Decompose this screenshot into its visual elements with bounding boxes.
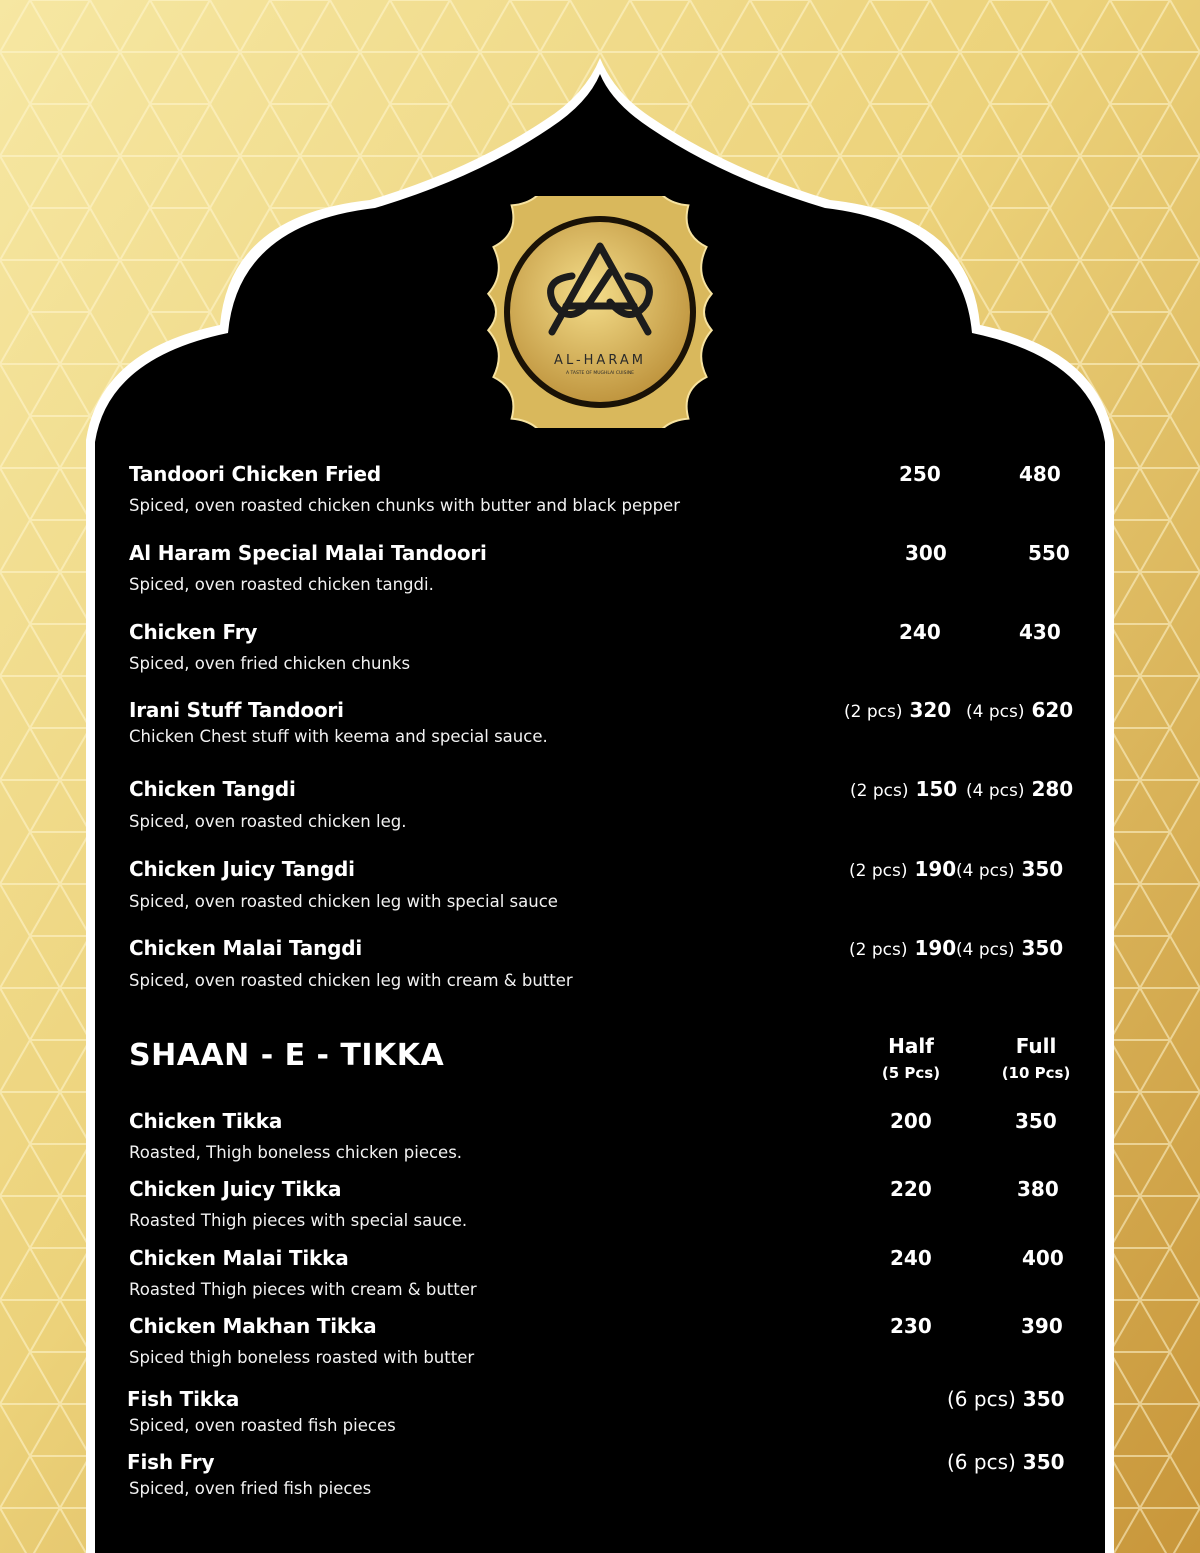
al-haram-logo [484, 196, 716, 428]
menu-item-chicken-tikka [129, 1109, 1089, 1169]
menu-item-chicken-malai-tangdi [129, 936, 1089, 996]
column-header-full [994, 1034, 1078, 1082]
item-description: Roasted, Thigh boneless chicken pieces. [129, 1143, 463, 1162]
item-name: Tandoori Chicken Fried [129, 462, 382, 486]
item-qty-1: (2 pcs) [850, 781, 909, 801]
menu-item-fish-fry [127, 1450, 1087, 1510]
item-name: Fish Tikka [127, 1387, 240, 1411]
item-price-2-value: 620 [1031, 698, 1074, 722]
item-price-2: 480 [1019, 462, 1061, 486]
menu-item-chicken-makhan-tikka [129, 1314, 1089, 1374]
item-price-full: 400 [1022, 1246, 1064, 1270]
menu-item-chicken-tangdi [129, 777, 1089, 837]
item-price-half: 230 [890, 1314, 932, 1338]
logo-tagline: A TASTE OF MUGHLAI CUISINE [565, 371, 635, 376]
item-qty-1: (2 pcs) [844, 702, 903, 722]
item-description: Spiced, oven roasted chicken tangdi. [129, 575, 434, 594]
half-sub: (5 Pcs) [881, 1064, 941, 1082]
item-qty-2: (4 pcs) [956, 861, 1015, 881]
item-name: Chicken Makhan Tikka [129, 1314, 377, 1338]
item-price-full: 390 [1021, 1314, 1063, 1338]
item-qty-2: (4 pcs) [966, 781, 1025, 801]
item-price-value: 350 [1022, 1450, 1065, 1474]
item-name: Fish Fry [127, 1450, 215, 1474]
item-price-2 [956, 857, 1063, 881]
full-label: Full [1015, 1034, 1057, 1058]
item-price-2-value: 350 [1021, 936, 1064, 960]
menu-item-irani-stuff-tandoori [129, 698, 1089, 758]
menu-item-chicken-fry [129, 620, 1089, 680]
item-price-2: 430 [1019, 620, 1061, 644]
item-price [947, 1387, 1065, 1411]
item-price-1: 300 [905, 541, 947, 565]
item-description: Spiced, oven fried chicken chunks [129, 654, 411, 673]
item-qty-2: (4 pcs) [966, 702, 1025, 722]
full-sub: (10 Pcs) [1001, 1064, 1071, 1082]
half-label: Half [888, 1034, 934, 1058]
item-price-2 [966, 777, 1073, 801]
item-price-2: 550 [1028, 541, 1070, 565]
menu-item-chicken-juicy-tangdi [129, 857, 1089, 917]
section-title-shaan-e-tikka: SHAAN - E - TIKKA [129, 1038, 445, 1073]
item-price-1-value: 190 [914, 936, 957, 960]
item-price-1-value: 150 [915, 777, 958, 801]
item-description: Spiced, oven roasted fish pieces [129, 1416, 396, 1435]
menu-item-al-haram-special-malai-tandoori [129, 541, 1089, 601]
item-price-2 [966, 698, 1073, 722]
item-price-half: 200 [890, 1109, 932, 1133]
item-price-full: 350 [1015, 1109, 1057, 1133]
item-price-half: 240 [890, 1246, 932, 1270]
item-price-2-value: 280 [1031, 777, 1074, 801]
item-price [947, 1450, 1065, 1474]
item-price-1: 250 [899, 462, 941, 486]
menu-item-tandoori-chicken-fried [129, 462, 1089, 522]
item-price-1 [849, 857, 956, 881]
menu-item-chicken-juicy-tikka [129, 1177, 1089, 1237]
item-name: Chicken Fry [129, 620, 258, 644]
item-name: Chicken Juicy Tikka [129, 1177, 342, 1201]
item-description: Spiced, oven roasted chicken chunks with butter and black pepper [129, 496, 680, 515]
item-price-1 [849, 936, 956, 960]
item-description: Roasted Thigh pieces with special sauce. [129, 1211, 468, 1230]
item-price-2 [956, 936, 1063, 960]
item-description: Spiced, oven roasted chicken leg. [129, 812, 407, 831]
item-name: Chicken Malai Tikka [129, 1246, 349, 1270]
item-description: Chicken Chest stuff with keema and special sauce. [129, 727, 548, 746]
item-price-full: 380 [1017, 1177, 1059, 1201]
logo-name: AL-HARAM [554, 353, 646, 368]
item-price-1 [850, 777, 957, 801]
item-name: Chicken Malai Tangdi [129, 936, 363, 960]
item-qty-1: (2 pcs) [849, 940, 908, 960]
item-name: Chicken Juicy Tangdi [129, 857, 355, 881]
item-description: Spiced, oven fried fish pieces [129, 1479, 372, 1498]
item-price-value: 350 [1022, 1387, 1065, 1411]
item-price-1-value: 320 [909, 698, 952, 722]
item-price-half: 220 [890, 1177, 932, 1201]
menu-item-fish-tikka [127, 1387, 1087, 1447]
item-name: Al Haram Special Malai Tandoori [129, 541, 487, 565]
item-price-1-value: 190 [914, 857, 957, 881]
item-qty-1: (2 pcs) [849, 861, 908, 881]
item-price-2-value: 350 [1021, 857, 1064, 881]
item-description: Roasted Thigh pieces with cream & butter [129, 1280, 477, 1299]
item-price-1 [844, 698, 951, 722]
item-description: Spiced, oven roasted chicken leg with cream & butter [129, 971, 573, 990]
item-qty: (6 pcs) [947, 1387, 1016, 1411]
item-name: Irani Stuff Tandoori [129, 698, 344, 722]
item-name: Chicken Tangdi [129, 777, 296, 801]
menu-item-chicken-malai-tikka [129, 1246, 1089, 1306]
item-description: Spiced thigh boneless roasted with butter [129, 1348, 475, 1367]
item-price-1: 240 [899, 620, 941, 644]
item-name: Chicken Tikka [129, 1109, 283, 1133]
item-qty-2: (4 pcs) [956, 940, 1015, 960]
item-description: Spiced, oven roasted chicken leg with special sauce [129, 892, 558, 911]
column-header-half [871, 1034, 951, 1082]
item-qty: (6 pcs) [947, 1450, 1016, 1474]
